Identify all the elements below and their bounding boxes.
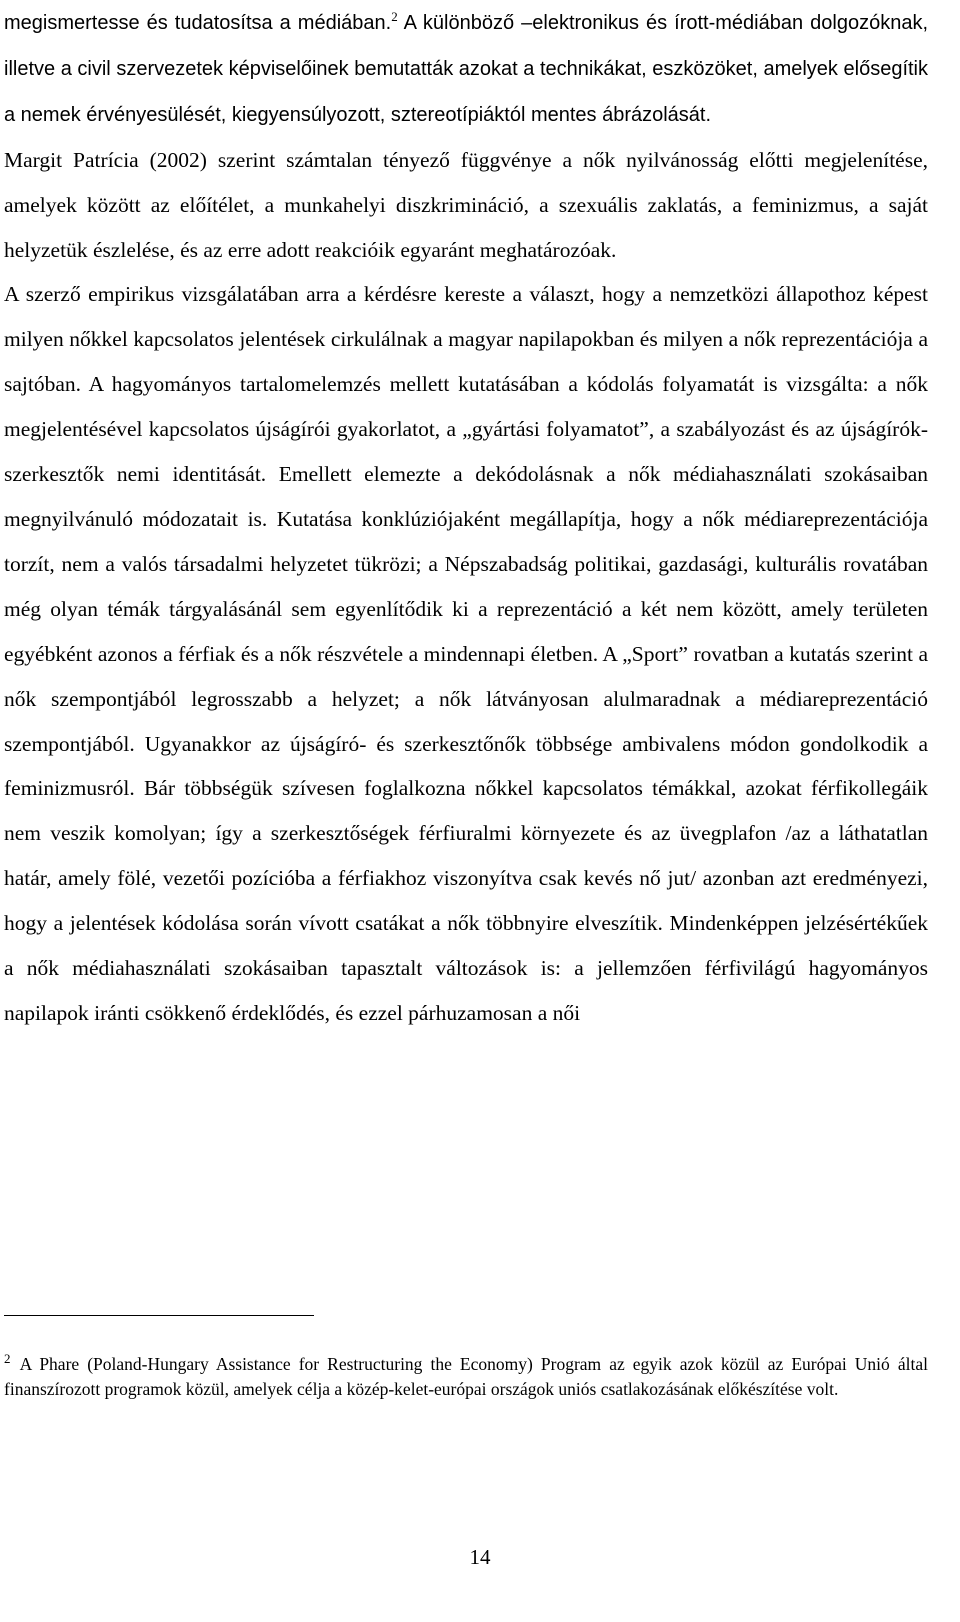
paragraph-1 — [4, 0, 928, 138]
page-number: 14 — [469, 1545, 491, 1569]
footnote-divider — [4, 1315, 314, 1316]
paragraph-1-lead: megismertesse és tudatosítsa a médiában. — [4, 12, 392, 34]
footnote — [4, 1352, 928, 1402]
paragraph-1-text: A különböző –elektronikus és írott-médiában dolgozóknak, illetve a civil szervezetek képviselőinek bemutatták azokat a technikákat, eszközöket, amelyek elősegítik a nemek érvényesülését, kiegyensúlyozott, sztereotípiáktól mentes ábrázolását. — [4, 12, 929, 126]
footnote-mark: 2 — [4, 1351, 11, 1367]
footnote-reference[interactable]: 2 — [391, 8, 398, 24]
footnote-text: A Phare (Poland-Hungary Assistance for Restructuring the Economy) Program az egyik azok közül az Európai Unió által finanszírozott programok közül, amelyek célja a közép-kelet-európai országok uniós csatlakozásának előkészítése volt. — [4, 1354, 928, 1399]
document-page — [4, 0, 928, 1036]
paragraph-2: Margit Patrícia (2002) szerint számtalan tényező függvénye a nők nyilvánosság előtti megjelenítése, amelyek között az előítélet, a munkahelyi diszkrimináció, a szexuális zaklatás, a feminizmus, a saját helyzetük észlelése, és az erre adott reakcióik egyaránt meghatározóak. — [4, 147, 928, 262]
paragraph-3: A szerző empirikus vizsgálatában arra a kérdésre kereste a választ, hogy a nemzetközi állapothoz képest milyen nőkkel kapcsolatos jelentések cirkulálnak a magyar napilapokban és milyen a nők reprezentációja a sajtóban. A hagyományos tartalomelemzés mellett kutatásában a kódolás folyamatát is vizsgálta: a nők megjelentésével kapcsolatos újságírói gyakorlatot, a „gyártási folyamatot”, a szabályozást és az újságírók-szerkesztők nemi identitását. Emellett elemezte a dekódolásnak a nők médiahasználati szokásaiban megnyilvánuló módozatait is. Kutatása konklúziójaként megállapítja, hogy a nők médiareprezentációja torzít, nem a valós társadalmi helyzetet tükrözi; a Népszabadság politikai, gazdasági, kulturális rovatában még olyan témák tárgyalásánál sem egyenlítődik ki a reprezentáció a két nem között, amely területen egyébként azonos a férfiak és a nők részvétele a mindennapi életben. A „Sport” rovatban a kutatás szerint a nők szempontjából legrosszabb a helyzet; a nők látványosan alulmaradnak a médiareprezentáció szempontjából. Ugyanakkor az újságíró- és szerkesztőnők többsége ambivalens módon gondolkodik a feminizmusról. Bár többségük szívesen foglalkozna nőkkel kapcsolatos témákkal, azokat férfikollegáik nem veszik komolyan; így a szerkesztőségek férfiuralmi környezete és az üvegplafon /az a láthatatlan határ, amely fölé, vezetői pozícióba a férfiakhoz viszonyítva csak kevés nő jut/ azonban azt eredményezi, hogy a jelentések kódolása során vívott csatákat a nők többnyire elveszítik. Mindenképpen jelzésértékűek a nők médiahasználati szokásaiban tapasztalt változások is: a jellemzően férfivilágú hagyományos napilapok iránti csökkenő érdeklődés, és ezzel párhuzamosan a női — [4, 282, 928, 1025]
